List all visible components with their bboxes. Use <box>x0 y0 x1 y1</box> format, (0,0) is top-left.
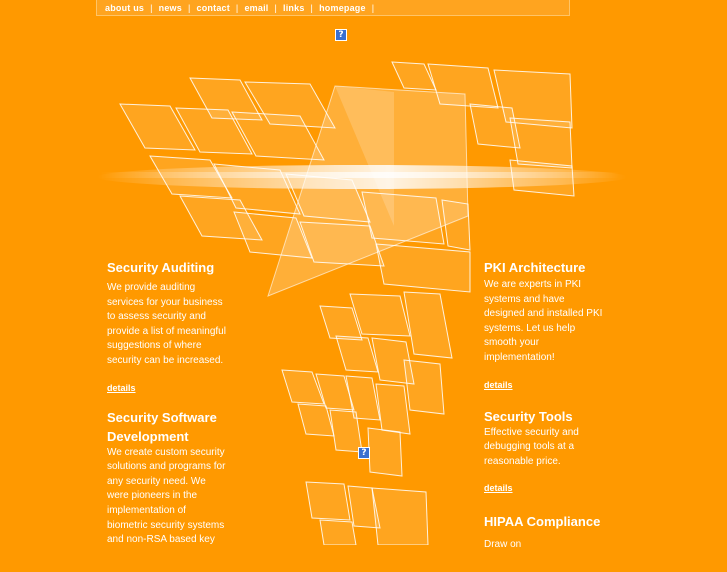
left-column <box>107 258 229 566</box>
broken-image-icon: ? <box>358 447 370 459</box>
nav-link-news[interactable]: news <box>158 2 182 13</box>
nav-link-contact[interactable]: contact <box>196 2 230 13</box>
section-body: Effective security and debugging tools at a reasonable price. <box>484 426 579 467</box>
nav-separator: | <box>235 2 239 13</box>
details-link[interactable]: details <box>107 382 136 393</box>
nav-link-links[interactable]: links <box>283 2 305 13</box>
section-security-software-development <box>107 408 229 548</box>
nav-separator: | <box>150 2 153 13</box>
section-body: Draw on <box>484 539 522 551</box>
section-security-auditing <box>107 258 229 396</box>
section-title: PKI Architecture <box>484 260 586 275</box>
section-body: We are experts in PKI systems and have designed and installed PKI systems. Let us help smooth your implementation! <box>484 279 603 363</box>
section-hipaa-compliance <box>484 512 606 554</box>
section-body: We create custom security solutions and programs for any security need. We were pioneers in the implementation of biometric security systems and non-RSA based key <box>107 446 226 546</box>
nav-link-email[interactable]: email <box>244 2 269 13</box>
section-body: We provide auditing services for your business to assess security and provide a list of meaningful suggestions of where security can be increased. <box>107 282 226 366</box>
right-column <box>484 258 606 572</box>
section-security-tools <box>484 407 606 497</box>
nav-link-about-us[interactable]: about us <box>105 2 145 13</box>
nav-separator: | <box>187 2 191 13</box>
top-nav-bar <box>96 0 570 16</box>
details-link[interactable]: details <box>484 483 513 494</box>
section-title-text: HIPAA Compliance <box>484 514 601 530</box>
nav-separator: | <box>310 2 314 13</box>
nav-separator: | <box>274 2 278 13</box>
nav-separator: | <box>371 2 375 13</box>
section-title: Security Tools <box>484 408 573 424</box>
nav-link-homepage[interactable]: homepage <box>319 2 366 13</box>
broken-image-icon: ? <box>335 29 347 41</box>
details-link[interactable]: details <box>484 379 513 390</box>
section-title: Security Software Development <box>107 409 217 444</box>
section-pki-architecture <box>484 258 606 393</box>
section-title: Security Auditing <box>107 260 215 275</box>
section-title <box>484 512 606 554</box>
